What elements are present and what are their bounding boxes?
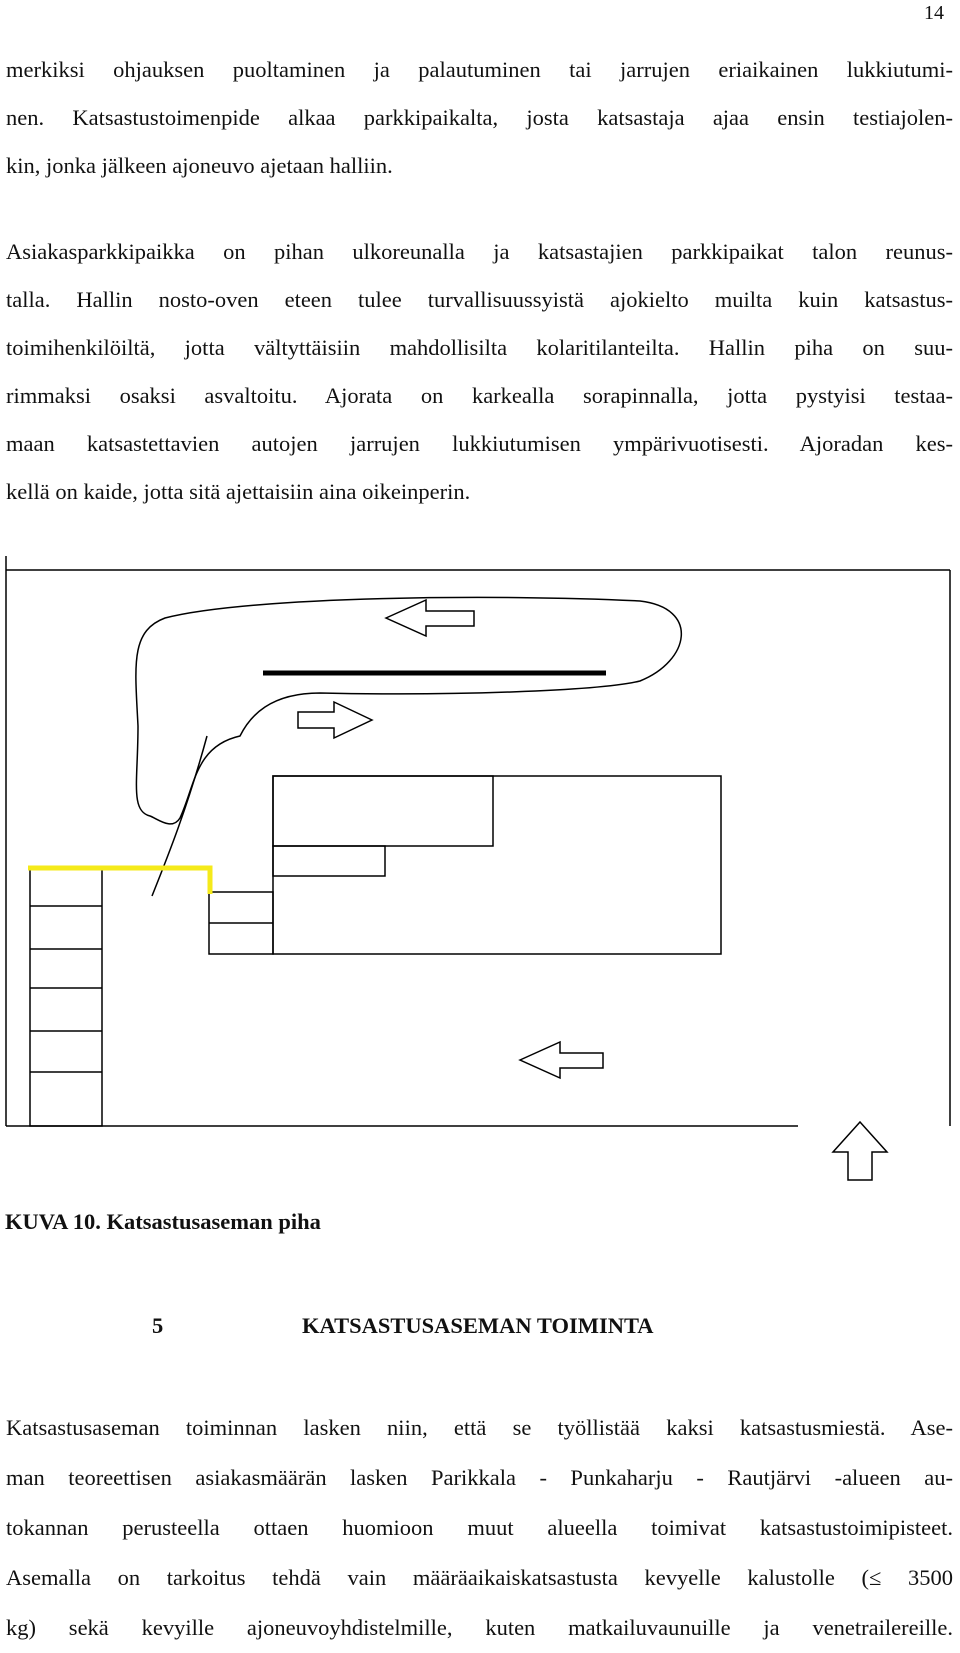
text-line: nen. Katsastustoimenpide alkaa parkkipaikalta, josta katsastaja ajaa ensin testiajolen- <box>6 105 953 130</box>
hall-building <box>273 776 721 954</box>
track-exit-leg <box>152 736 207 896</box>
text-line: talla. Hallin nosto-oven eteen tulee turvallisuussyistä ajokielto muilta kuin katsastus- <box>6 287 953 312</box>
test-track-loop <box>136 597 681 824</box>
station-yard-diagram <box>0 556 960 1186</box>
section-title: KATSASTUSASEMAN TOIMINTA <box>302 1313 654 1338</box>
no-drive-zone-line <box>28 868 210 894</box>
text-line: man teoreettisen asiakasmäärän lasken Parikkala - Punkaharju - Rautjärvi -alueen au- <box>6 1465 953 1490</box>
text-line: Katsastusaseman toiminnan lasken niin, että se työllistää kaksi katsastusmiestä. Ase- <box>6 1415 953 1440</box>
text-line: kellä on kaide, jotta sitä ajettaisiin aina oikeinperin. <box>6 479 471 504</box>
text-line: tokannan perusteella ottaen huomioon muut alueella toimivat katsastustoimipisteet. <box>6 1515 953 1540</box>
text-line: kg) sekä kevyille ajoneuvoyhdistelmille, kuten matkailuvaunuille ja venetrailereille. <box>6 1615 953 1640</box>
text-line: maan katsastettavien autojen jarrujen lukkiutumisen ympärivuotisesti. Ajoradan kes- <box>6 431 953 456</box>
figure-caption: KUVA 10. Katsastusaseman piha <box>5 1209 321 1234</box>
hall-inner-room <box>273 846 385 876</box>
paragraph-1 <box>6 46 953 190</box>
text-line: merkiksi ohjauksen puoltaminen ja palautuminen tai jarrujen eriaikainen lukkiutumi- <box>6 57 953 82</box>
paragraph-3 <box>6 1403 953 1653</box>
arrow-left-icon <box>386 600 474 636</box>
text-line: Asemalla on tarkoitus tehdä vain määräaikaiskatsastusta kevyelle kalustolle (≤ 3500 <box>6 1565 953 1590</box>
paragraph-2 <box>6 228 953 516</box>
arrow-left-icon <box>520 1042 603 1078</box>
arrow-right-icon <box>298 702 372 738</box>
yard-drawing <box>0 556 960 1186</box>
section-number: 5 <box>152 1313 164 1338</box>
text-line: rimmaksi osaksi asvaltoitu. Ajorata on karkealla sorapinnalla, jotta pystyisi testaa- <box>6 383 953 408</box>
text-line: Asiakasparkkipaikka on pihan ulkoreunalla ja katsastajien parkkipaikat talon reunus- <box>6 239 953 264</box>
page-number: 14 <box>924 2 944 24</box>
text-line: toimihenkilöiltä, jotta vältyttäisiin mahdollisilta kolaritilanteilta. Hallin piha on suu- <box>6 335 953 360</box>
text-line: kin, jonka jälkeen ajoneuvo ajetaan halliin. <box>6 153 393 178</box>
hall-office <box>273 776 493 846</box>
arrow-up-entrance-icon <box>833 1122 887 1180</box>
